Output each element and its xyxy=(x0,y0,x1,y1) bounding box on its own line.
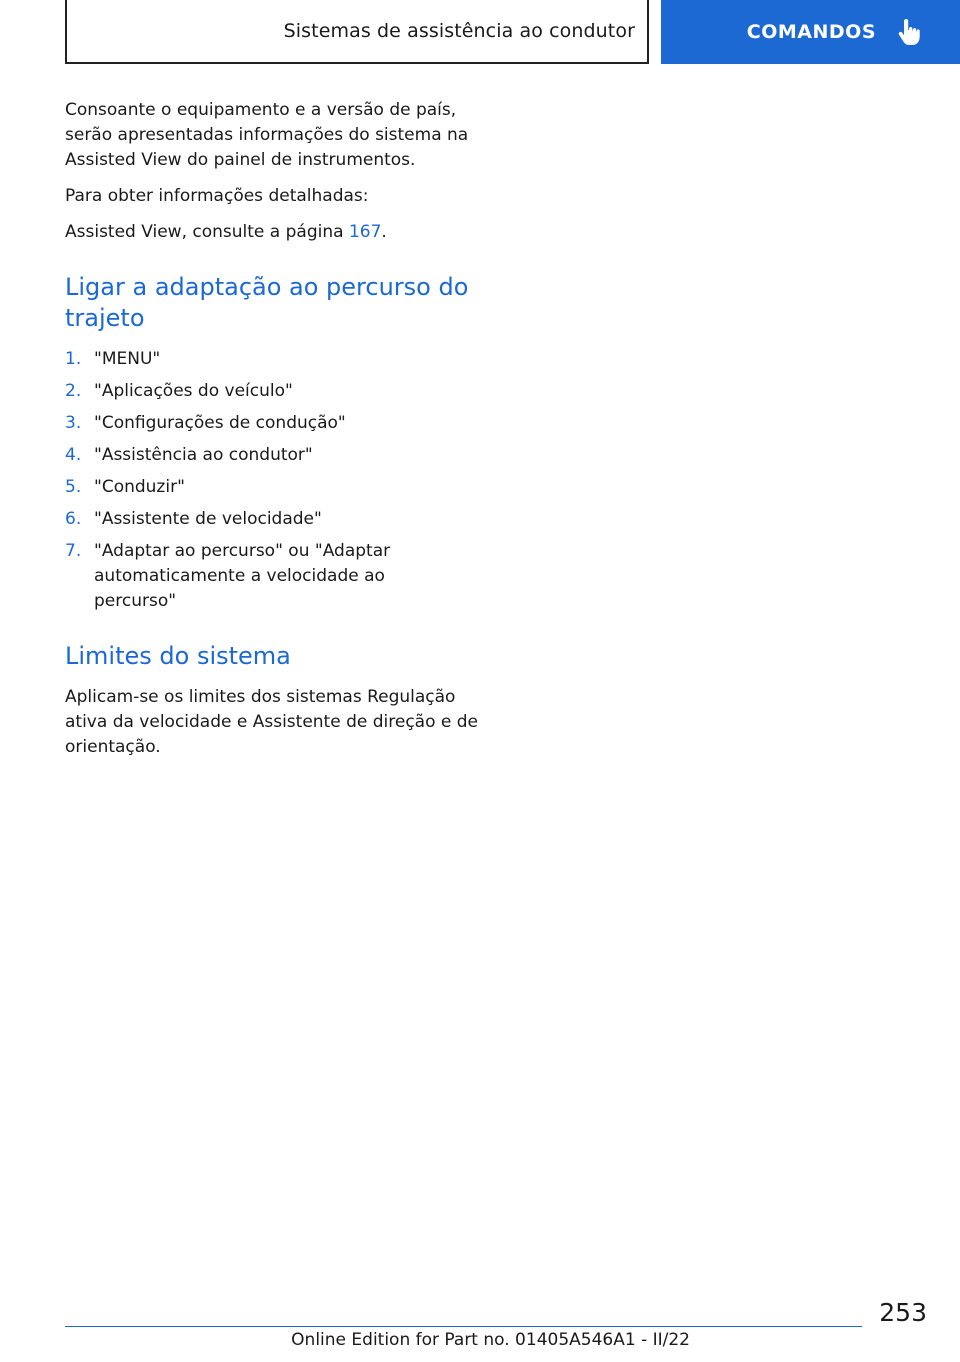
step-number: 3. xyxy=(65,413,82,433)
pointing-hand-icon xyxy=(898,19,920,45)
step-number: 5. xyxy=(65,477,82,497)
running-header-section xyxy=(65,0,649,64)
step-text: "Aplicações do veículo" xyxy=(94,381,293,401)
step-number: 2. xyxy=(65,381,82,401)
step-text: "Conduzir" xyxy=(94,477,185,497)
running-header-chapter-tab xyxy=(661,0,960,64)
reference-paragraph xyxy=(65,220,485,245)
step-item xyxy=(65,475,485,500)
footer-divider xyxy=(65,1326,862,1327)
detail-paragraph: Para obter informações detalhadas: xyxy=(65,186,369,206)
step-item xyxy=(65,379,485,404)
page-reference-link[interactable]: 167 xyxy=(348,222,382,242)
step-item xyxy=(65,443,485,468)
chapter-title: COMANDOS xyxy=(746,21,876,43)
step-item xyxy=(65,539,485,614)
route-adaptation-heading: Ligar a adaptação ao percurso do trajeto xyxy=(65,273,469,332)
step-number: 1. xyxy=(65,349,82,369)
system-limits-paragraph: Aplicam-se os limites dos sistemas Regulação ativa da velocidade e Assistente de direção e de orientação. xyxy=(65,687,479,757)
step-text: "Assistente de velocidade" xyxy=(94,509,322,529)
section-title: Sistemas de assistência ao condutor xyxy=(283,20,635,42)
step-text: "Assistência ao condutor" xyxy=(94,445,313,465)
page-number: 253 xyxy=(879,1298,927,1327)
main-content xyxy=(65,98,485,771)
route-adaptation-steps xyxy=(65,347,485,614)
edition-note: Online Edition for Part no. 01405A546A1 - II/22 xyxy=(291,1330,690,1350)
step-text: "Adaptar ao percurso" ou "Adaptar automaticamente a velocidade ao percurso" xyxy=(94,541,391,611)
reference-text: Assisted View, consulte a página xyxy=(65,222,349,242)
reference-suffix: . xyxy=(381,222,387,242)
step-item xyxy=(65,411,485,436)
intro-paragraph: Consoante o equipamento e a versão de país, serão apresentadas informações do sistema na Assisted View do painel de instrumentos. xyxy=(65,100,469,170)
system-limits-heading: Limites do sistema xyxy=(65,642,291,670)
step-text: "Configurações de condução" xyxy=(94,413,346,433)
step-item xyxy=(65,347,485,372)
step-item xyxy=(65,507,485,532)
step-number: 4. xyxy=(65,445,82,465)
step-number: 6. xyxy=(65,509,82,529)
step-text: "MENU" xyxy=(94,349,161,369)
step-number: 7. xyxy=(65,541,82,561)
